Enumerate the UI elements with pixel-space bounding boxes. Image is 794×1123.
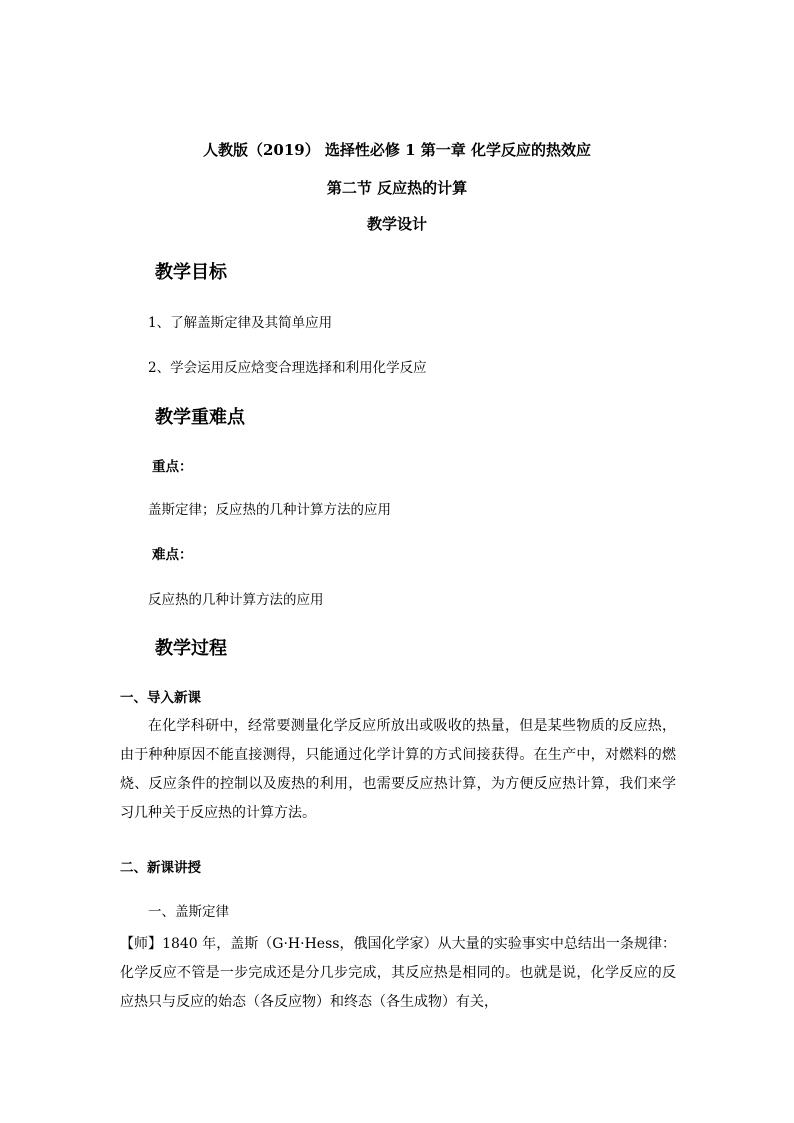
process-heading: 教学过程 <box>155 638 227 659</box>
section-intro-title: 一、导入新课 <box>120 690 201 706</box>
key-point-label: 重点： <box>152 459 193 475</box>
hess-text: 【师】1840 年，盖斯（G·H·Hess，俄国化学家）从大量的实验事实中总结出一条规律：化学反应不管是一步完成还是分几步完成，其反应热是相同的。也就是说，化学反应的反应热只与反应的始态（各反应物）和终态（各生成物）有关， <box>120 936 676 1010</box>
objectives-heading: 教学目标 <box>155 262 227 283</box>
objective-item-1: 1、了解盖斯定律及其简单应用 <box>148 315 333 331</box>
document-subtitle: 第二节 反应热的计算 <box>326 179 468 197</box>
key-points-heading: 教学重难点 <box>155 407 245 428</box>
key-point-text: 盖斯定律；反应热的几种计算方法的应用 <box>148 502 391 518</box>
section-lecture-title: 二、新课讲授 <box>120 860 201 876</box>
difficult-point-text: 反应热的几种计算方法的应用 <box>148 592 324 608</box>
section-intro-paragraph <box>120 712 676 828</box>
document-type-title: 教学设计 <box>366 215 427 233</box>
objective-item-2: 2、学会运用反应焓变合理选择和利用化学反应 <box>148 360 427 376</box>
document-title: 人教版（2019） 选择性必修 1 第一章 化学反应的热效应 <box>202 141 592 159</box>
hess-law-paragraph <box>120 930 676 1017</box>
intro-text: 在化学科研中，经常要测量化学反应所放出或吸收的热量，但是某些物质的反应热，由于种种原因不能直接测得，只能通过化学计算的方式间接获得。在生产中，对燃料的燃烧、反应条件的控制以及废热的利用，也需要反应热计算，为方便反应热计算，我们来学习几种关于反应热的计算方法。 <box>120 718 676 821</box>
subsection-hess-title: 一、盖斯定律 <box>148 904 229 920</box>
difficult-point-label: 难点： <box>152 547 193 563</box>
